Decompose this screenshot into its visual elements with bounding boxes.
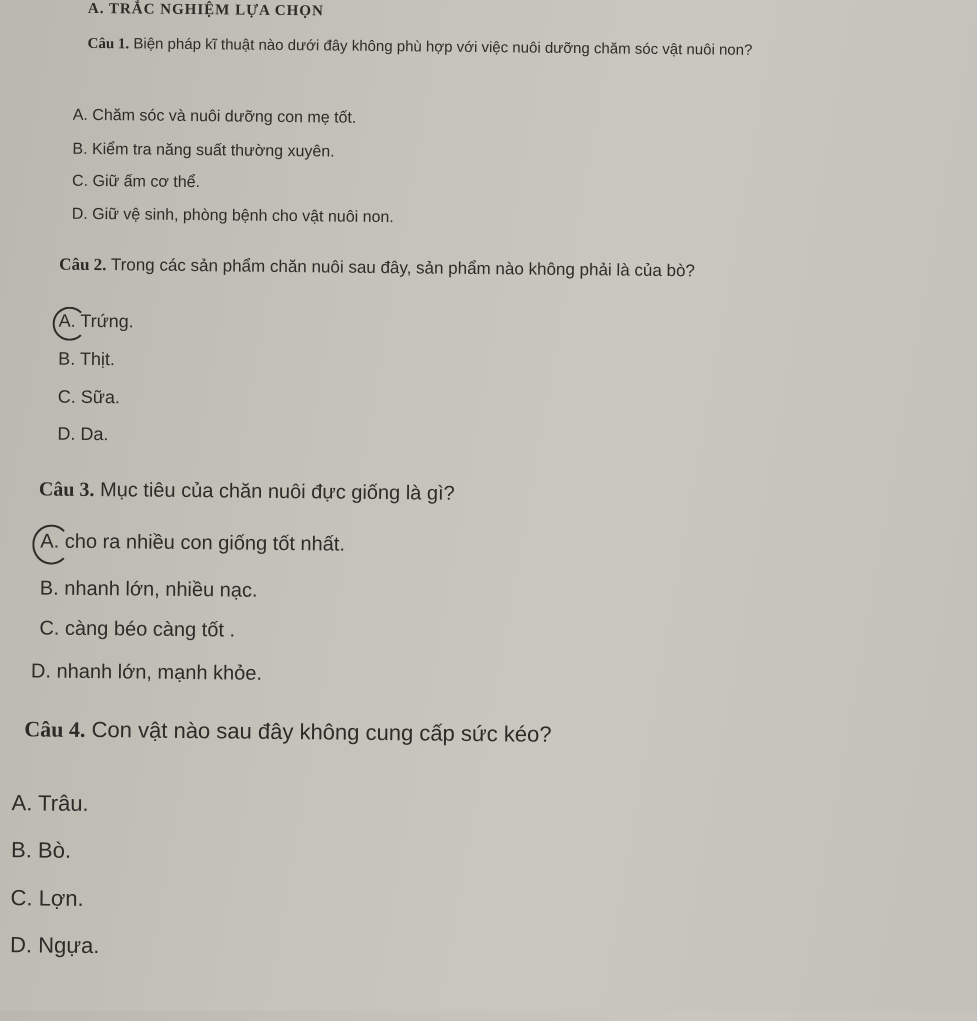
question-3-option-a: A. cho ra nhiều con giống tốt nhất. — [40, 530, 346, 556]
question-1 — [87, 25, 967, 72]
question-2-number: Câu 2. — [59, 254, 107, 275]
question-3-number: Câu 3. — [38, 478, 95, 502]
question-1-text: Biện pháp kĩ thuật nào dưới đây không phù hợp với việc nuôi dưỡng chăm sóc vật nuôi non? — [133, 35, 753, 59]
question-4-option-d: D. Ngựa. — [9, 932, 100, 959]
question-4-number: Câu 4. — [24, 716, 86, 742]
question-4-option-a: A. Trâu. — [11, 790, 89, 816]
question-4-option-c: C. Lợn. — [10, 885, 84, 911]
question-2-option-a: A. Trứng. — [58, 310, 134, 332]
question-3-text: Mục tiêu của chăn nuôi đực giống là gì? — [99, 479, 455, 505]
question-1-option-d: D. Giữ vệ sinh, phòng bệnh cho vật nuôi non. — [71, 205, 394, 227]
question-2-option-c: C. Sữa. — [57, 386, 121, 408]
question-1-option-c: C. Giữ ấm cơ thể. — [72, 172, 201, 192]
question-3-option-c: C. càng béo càng tốt . — [39, 617, 236, 642]
question-4 — [24, 716, 551, 748]
question-3-option-d: D. nhanh lớn, mạnh khỏe. — [30, 660, 263, 685]
question-1-option-b: B. Kiểm tra năng suất thường xuyên. — [72, 140, 335, 161]
question-1-option-a: A. Chăm sóc và nuôi dưỡng con mẹ tốt. — [72, 106, 357, 127]
question-2-option-b: B. Thịt. — [58, 348, 116, 370]
question-2-text: Trong các sản phẩm chăn nuôi sau đây, sản phẩm nào không phải là của bò? — [110, 255, 696, 281]
question-2-option-d: D. Da. — [57, 423, 109, 445]
question-3 — [39, 478, 455, 505]
question-3-option-b: B. nhanh lớn, nhiều nạc. — [39, 577, 258, 602]
question-4-text: Con vật nào sau đây không cung cấp sức kéo? — [91, 717, 552, 747]
question-1-number: Câu 1. — [87, 35, 130, 53]
section-title: A. TRẮC NGHIỆM LỰA CHỌN — [87, 0, 324, 20]
question-4-option-b: B. Bò. — [10, 837, 72, 863]
question-2 — [59, 255, 695, 282]
